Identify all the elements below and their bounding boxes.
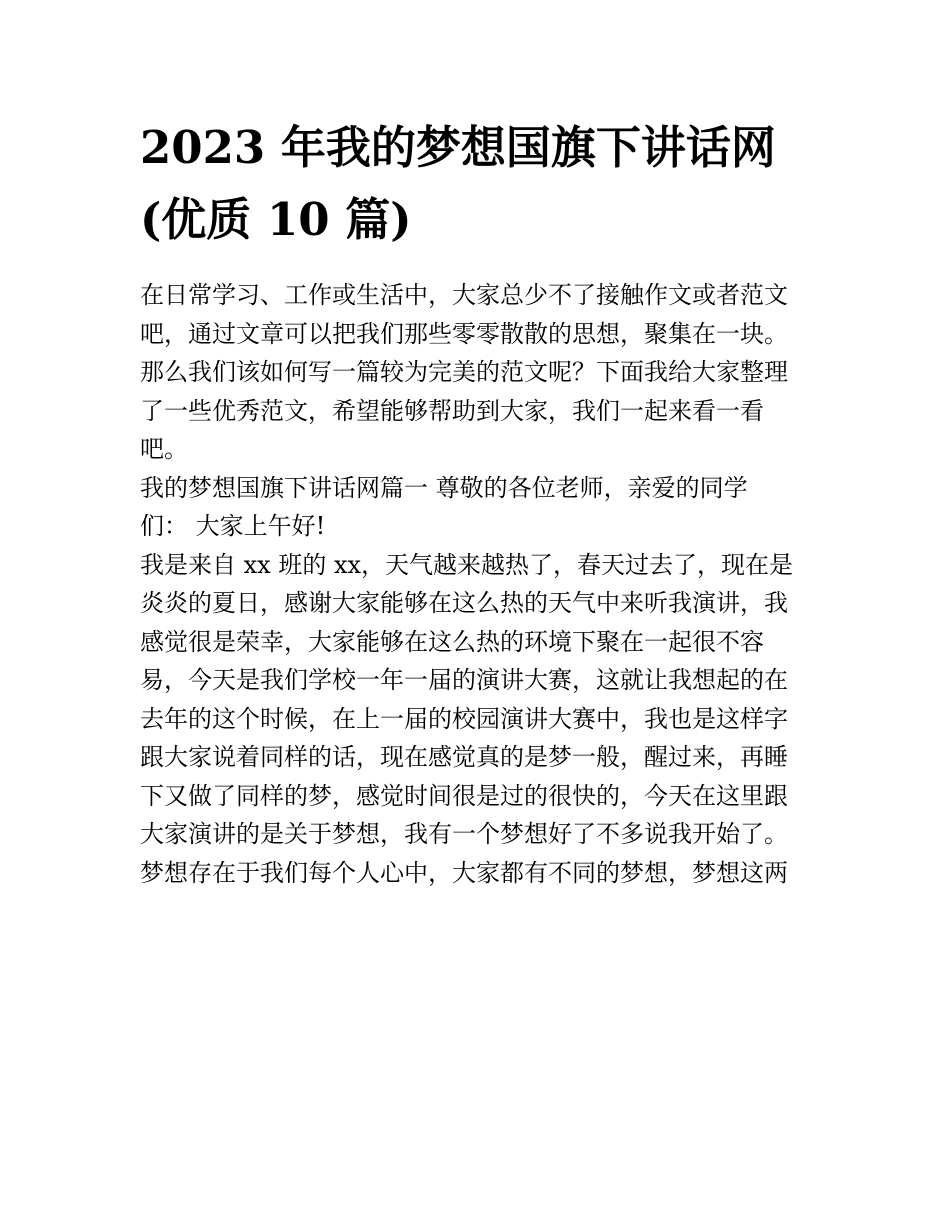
text-line: 在日常学习、工作或生活中，大家总少不了接触作文或者范文 xyxy=(140,281,788,309)
text-line: 去年的这个时候，在上一届的校园演讲大赛中，我也是这样字 xyxy=(140,704,788,733)
text-line: 下又做了同样的梦，感觉时间很是过的很快的，今天在这里跟 xyxy=(140,781,788,810)
text-line: 那么我们该如何写一篇较为完美的范文呢？下面我给大家整理 xyxy=(140,358,788,386)
text-line: 感觉很是荣幸，大家能够在这么热的环境下聚在一起很不容 xyxy=(140,627,764,656)
text-line: 们： 大家上午好! xyxy=(140,512,326,540)
text-line: 吧。 xyxy=(140,435,188,463)
text-line: 吧，通过文章可以把我们那些零零散散的思想，聚集在一块。 xyxy=(140,319,788,348)
section-heading-paragraph xyxy=(140,469,815,546)
document-content xyxy=(140,112,815,892)
text-line: 跟大家说着同样的话，现在感觉真的是梦一般，醒过来，再睡 xyxy=(140,743,788,771)
title-line: (优质 10 篇) xyxy=(140,193,412,246)
text-line: 了一些优秀范文，希望能够帮助到大家，我们一起来看一看 xyxy=(140,396,764,425)
text-line: 易，今天是我们学校一年一届的演讲大赛，这就让我想起的在 xyxy=(140,666,788,694)
text-line: 梦想存在于我们每个人心中，大家都有不同的梦想，梦想这两 xyxy=(140,858,788,887)
title-line: 2023 年我的梦想国旗下讲话网 xyxy=(140,121,776,174)
body-paragraph xyxy=(140,546,815,893)
document-title xyxy=(140,112,815,256)
intro-paragraph xyxy=(140,276,815,469)
text-line: 我的梦想国旗下讲话网篇一 尊敬的各位老师，亲爱的同学 xyxy=(140,473,748,502)
text-line: 大家演讲的是关于梦想，我有一个梦想好了不多说我开始了。 xyxy=(140,820,788,848)
text-line: 炎炎的夏日，感谢大家能够在这么热的天气中来听我演讲，我 xyxy=(140,589,788,617)
text-line: 我是来自 xx 班的 xx，天气越来越热了，春天过去了，现在是 xyxy=(140,550,794,579)
